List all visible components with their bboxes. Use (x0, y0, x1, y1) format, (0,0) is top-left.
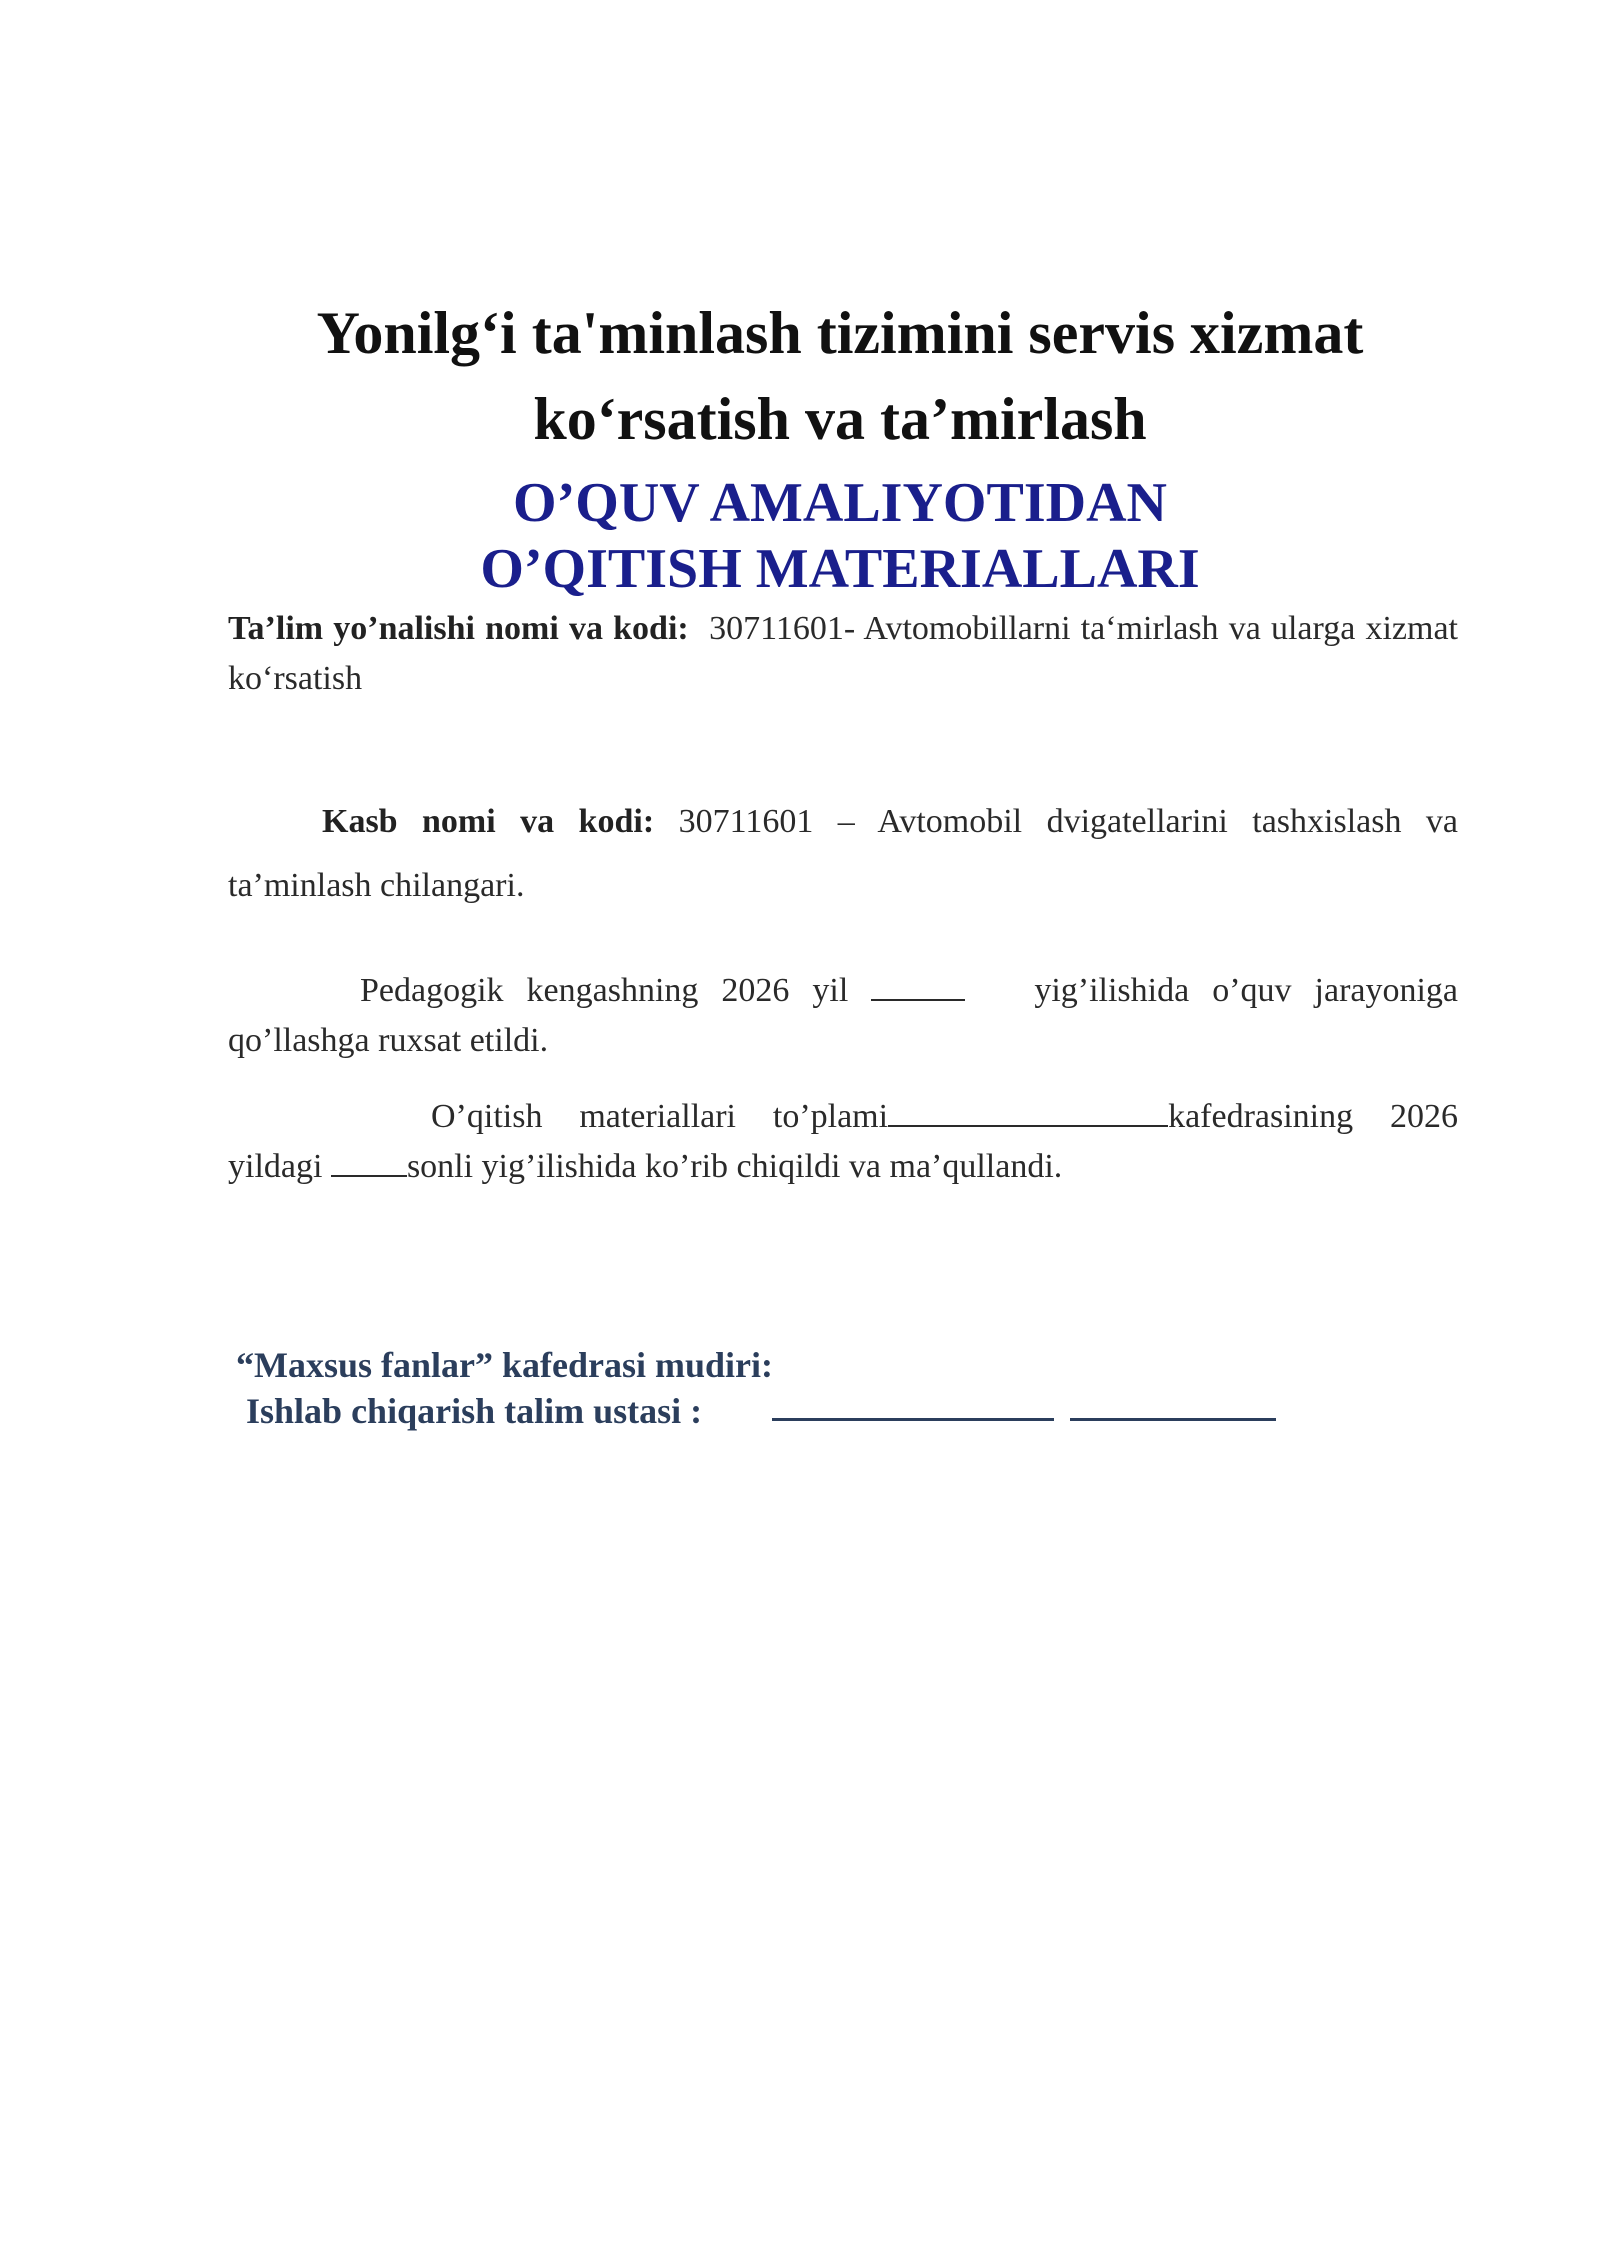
subtitle-line-1: O’QUV AMALIYOTIDAN (513, 472, 1167, 534)
signature-line (772, 1418, 1054, 1421)
meeting-number-blank (331, 1145, 407, 1177)
direction-label: Ta’lim yo’nalishi nomi va kodi: (228, 610, 689, 647)
department-name-blank (888, 1095, 1168, 1127)
document-subtitle (180, 470, 1500, 602)
council-paragraph (228, 966, 1458, 1066)
profession-value: 30711601 – Avtomobil dvigatellarini tashxislash va ta’minlash chilangari. (228, 803, 1459, 904)
materials-text-middle: kafedrasining 2026 yildagi (228, 1098, 1458, 1185)
materials-text-after: sonli yig’ilishida ko’rib chiqildi va ma’qullandi. (406, 1148, 1063, 1185)
materials-paragraph (228, 1092, 1458, 1192)
subtitle-line-2: O’QITISH MATERIALLARI (480, 538, 1200, 600)
council-text-after: yig’ilishida o’quv jarayoniga qo’llashga ruxsat etildi. (228, 972, 1459, 1059)
council-text-before: Pedagogik kengashning 2026 yil (360, 972, 849, 1009)
materials-text-before: O’qitish materiallari to’plami (431, 1098, 889, 1135)
profession-label: Kasb nomi va kodi: (322, 803, 655, 840)
title-line-1: Yonilg‘i ta'minlash tizimini servis xizmat (316, 300, 1364, 366)
name-line (1070, 1418, 1276, 1421)
title-line-2: ko‘rsatish va ta’mirlash (533, 386, 1147, 452)
direction-paragraph (228, 604, 1458, 704)
council-date-blank (871, 969, 965, 1001)
profession-paragraph (228, 790, 1458, 918)
master-label: Ishlab chiqarish talim ustasi : (246, 1391, 703, 1431)
head-of-department-label: “Maxsus fanlar” kafedrasi mudiri: (236, 1345, 774, 1385)
direction-value: 30711601- Avtomobillarni ta‘mirlash va ularga xizmat ko‘rsatish (228, 610, 1458, 697)
document-title (180, 290, 1500, 462)
